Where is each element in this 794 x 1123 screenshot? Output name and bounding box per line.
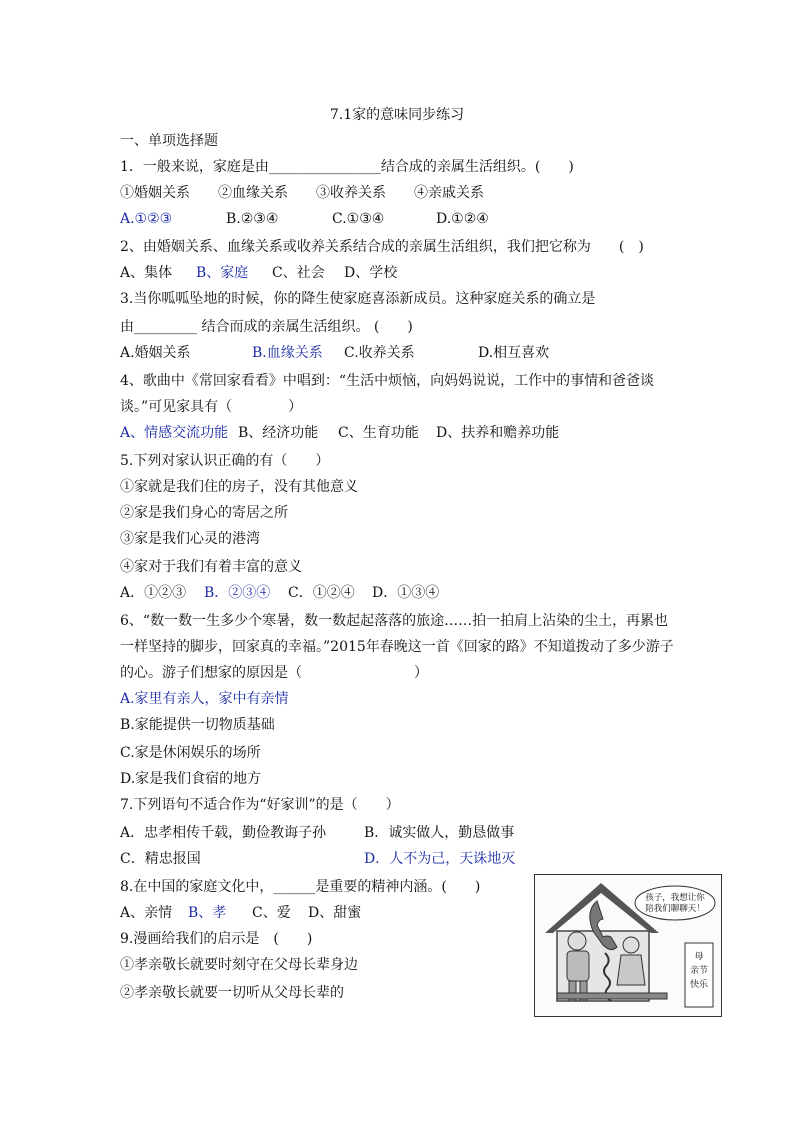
- question-3-option-b: B.血缘关系: [252, 345, 323, 361]
- question-5-stem: 5.下列对家认识正确的有（ ）: [120, 453, 330, 469]
- sign-text-1: 母: [694, 952, 704, 962]
- question-6-option-a: A.家里有亲人，家中有亲情: [120, 691, 289, 707]
- question-6-stem-line2: 一样坚持的脚步，回家真的幸福。”2015年春晚这一首《回家的路》不知道拨动了多少游子: [120, 639, 674, 655]
- bubble-text-line2: 陪我们聊聊天！: [645, 904, 705, 914]
- question-8-option-d: D、甜蜜: [308, 905, 362, 921]
- question-3-option-d: D.相互喜欢: [478, 345, 550, 361]
- question-6-stem-line3: 的心。游子们想家的原因是（ ）: [120, 665, 428, 681]
- question-2-option-c: C、社会: [272, 265, 325, 281]
- question-1-stem: 1．一般来说，家庭是由________________结合成的亲属生活组织。( ): [120, 159, 574, 175]
- question-8-stem: 8.在中国的家庭文化中，______是重要的精神内涵。( ): [120, 879, 481, 895]
- question-1-items: ①婚姻关系 ②血缘关系 ③收养关系 ④亲戚关系: [120, 185, 484, 201]
- question-2-option-b: B、家庭: [196, 265, 249, 281]
- question-8-option-c: C、爱: [252, 905, 291, 921]
- question-2-option-a: A、集体: [120, 265, 173, 281]
- question-9-item-1: ①孝亲敬长就要时刻守在父母长辈身边: [120, 957, 358, 973]
- question-5-option-c: C．①②④: [288, 585, 355, 601]
- question-4-option-a: A、情感交流功能: [120, 425, 229, 441]
- question-4-stem-line2: 谈。”可见家具有（ ）: [120, 399, 303, 415]
- question-5-option-b: B．②③④: [204, 585, 271, 601]
- question-6-option-d: D.家是我们食宿的地方: [120, 771, 262, 787]
- section-heading: 一、单项选择题: [120, 133, 218, 149]
- question-6-option-c: C.家是休闲娱乐的场所: [120, 745, 261, 761]
- question-1-option-d: D.①②④: [436, 211, 489, 227]
- question-3-stem-line1: 3.当你呱呱坠地的时候，你的降生使家庭喜添新成员。这种家庭关系的确立是: [120, 291, 596, 307]
- question-9-stem: 9.漫画给我们的启示是 ( ): [120, 931, 313, 947]
- question-5-option-d: D．①③④: [372, 585, 440, 601]
- question-8-option-a: A、亲情: [120, 905, 173, 921]
- question-7-option-c: C．精忠报国: [120, 851, 201, 867]
- question-7-stem: 7.下列语句不适合作为“好家训”的是（ ）: [120, 797, 400, 813]
- question-1-option-b: B.②③④: [226, 211, 279, 227]
- mother-head: [623, 937, 639, 953]
- sign-text-2: 亲节: [689, 966, 709, 976]
- mother-body: [617, 955, 645, 985]
- speech-bubble: [635, 886, 715, 920]
- bench: [557, 993, 667, 999]
- question-8-option-b: B、孝: [188, 905, 227, 921]
- sign-text-3: 快乐: [689, 980, 709, 990]
- question-4-option-c: C、生育功能: [338, 425, 419, 441]
- question-4-option-b: B、经济功能: [238, 425, 319, 441]
- question-5-item-2: ②家是我们身心的寄居之所: [120, 505, 288, 521]
- page-title: 7.1家的意味同步练习: [329, 107, 465, 123]
- question-9-item-2: ②孝亲敬长就要一切听从父母长辈的: [120, 985, 344, 1001]
- question-7-option-b: B．诚实做人，勤恳做事: [364, 825, 515, 841]
- question-4-option-d: D、扶养和赡养功能: [436, 425, 560, 441]
- question-3-option-a: A.婚姻关系: [120, 345, 191, 361]
- father-body: [567, 951, 589, 981]
- comic-drawing: [535, 875, 721, 1016]
- question-3-stem-line2: 由_________ 结合而成的亲属生活组织。 ( ): [120, 319, 413, 335]
- bubble-text-line1: 孩子，我想让你: [645, 893, 705, 903]
- question-5-option-a: A．①②③: [120, 585, 187, 601]
- question-2-option-d: D、学校: [344, 265, 398, 281]
- comic-illustration: [534, 874, 722, 1017]
- question-6-option-b: B.家能提供一切物质基础: [120, 717, 275, 733]
- question-2-stem: 2、由婚姻关系、血缘关系或收养关系结合成的亲属生活组织，我们把它称为 ( ): [120, 239, 644, 255]
- question-1-option-a: A.①②③: [120, 211, 173, 227]
- question-6-stem-line1: 6、“数一数一生多少个寒暑，数一数起起落落的旅途……拍一拍肩上沾染的尘土，再累也: [120, 613, 669, 629]
- question-1-option-c: C.①③④: [332, 211, 385, 227]
- question-5-item-4: ④家对于我们有着丰富的意义: [120, 559, 302, 575]
- question-4-stem-line1: 4、歌曲中《常回家看看》中唱到：“生活中烦恼，向妈妈说说，工作中的事情和爸爸谈: [120, 373, 655, 389]
- question-3-option-c: C.收养关系: [344, 345, 415, 361]
- question-5-item-1: ①家就是我们住的房子，没有其他意义: [120, 479, 358, 495]
- question-7-option-a: A．忠孝相传千载，勤俭教诲子孙: [120, 825, 327, 841]
- question-7-option-d: D．人不为己，天诛地灭: [364, 851, 516, 867]
- question-5-item-3: ③家是我们心灵的港湾: [120, 531, 260, 547]
- father-head: [568, 932, 586, 950]
